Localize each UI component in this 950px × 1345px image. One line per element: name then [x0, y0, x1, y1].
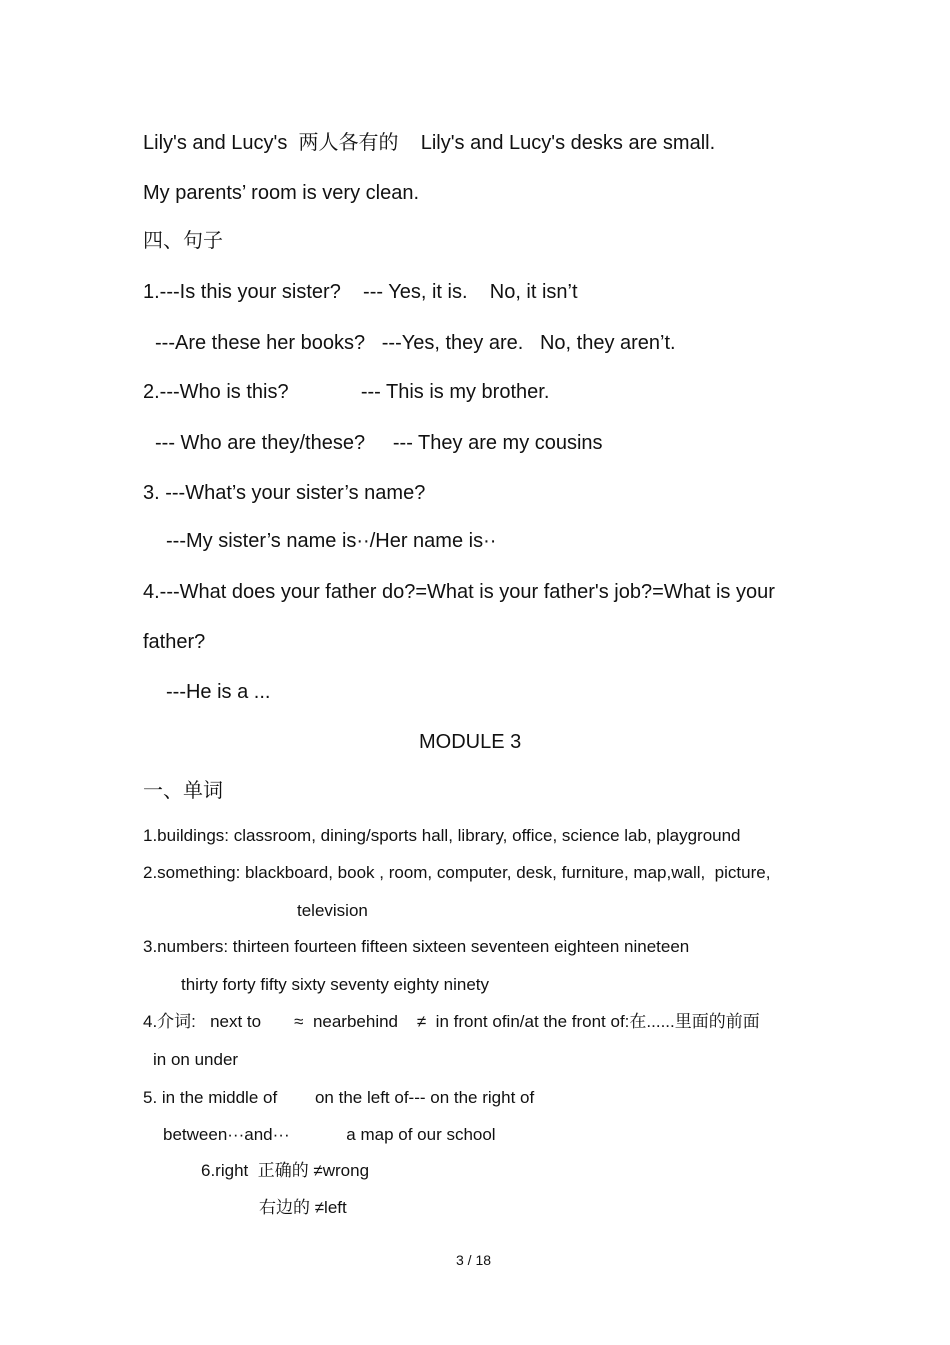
- sentence-4a: 4.---What does your father do?=What is your father's job?=What is your: [143, 581, 775, 603]
- sentence-1a: 1.---Is this your sister? --- Yes, it is. No, it isn’t: [143, 281, 578, 303]
- page-number: 3 / 18: [456, 1252, 492, 1268]
- vocab-right-wrong: 6.right 正确的 ≠wrong: [201, 1161, 370, 1180]
- vocab-numbers: 3.numbers: thirteen fourteen fifteen sixteen seventeen eighteen nineteen: [143, 937, 690, 956]
- vocab-buildings: 1.buildings: classroom, dining/sports hall, library, office, science lab, playground: [143, 826, 741, 845]
- vocab-something-continued: television: [297, 901, 368, 920]
- sentence-3b: ---My sister’s name is··/Her name is··: [166, 530, 497, 552]
- module-title: MODULE 3: [419, 731, 522, 753]
- text-line-parents-room: My parents’ room is very clean.: [143, 182, 420, 204]
- vocab-positions-continued: between···and··· a map of our school: [163, 1125, 496, 1144]
- sentence-4b: ---He is a ...: [166, 681, 271, 703]
- vocab-positions: 5. in the middle of on the left of--- on the right of: [143, 1088, 535, 1107]
- sentence-2b: --- Who are they/these? --- They are my cousins: [155, 432, 603, 454]
- sentence-2a: 2.---Who is this? --- This is my brother.: [143, 381, 550, 403]
- sentence-1b: ---Are these her books? ---Yes, they are. No, they aren’t.: [155, 332, 676, 354]
- section-heading-sentences: 四、句子: [143, 230, 223, 252]
- vocab-prepositions: 4.介词: next to ≈ nearbehind ≠ in front ofin/at the front of:在......里面的前面: [143, 1012, 760, 1031]
- vocab-prepositions-continued: in on under: [153, 1050, 239, 1069]
- vocab-numbers-tens: thirty forty fifty sixty seventy eighty ninety: [181, 975, 490, 994]
- sentence-3a: 3. ---What’s your sister’s name?: [143, 482, 426, 504]
- vocab-right-left: 右边的 ≠left: [259, 1198, 347, 1217]
- section-heading-words: 一、单词: [143, 780, 223, 802]
- vocab-something: 2.something: blackboard, book , room, computer, desk, furniture, map,wall, picture,: [143, 863, 771, 882]
- sentence-4a-continued: father?: [143, 631, 206, 653]
- text-line-possessive-plural: Lily's and Lucy's 两人各有的 Lily's and Lucy's desks are small.: [143, 132, 716, 154]
